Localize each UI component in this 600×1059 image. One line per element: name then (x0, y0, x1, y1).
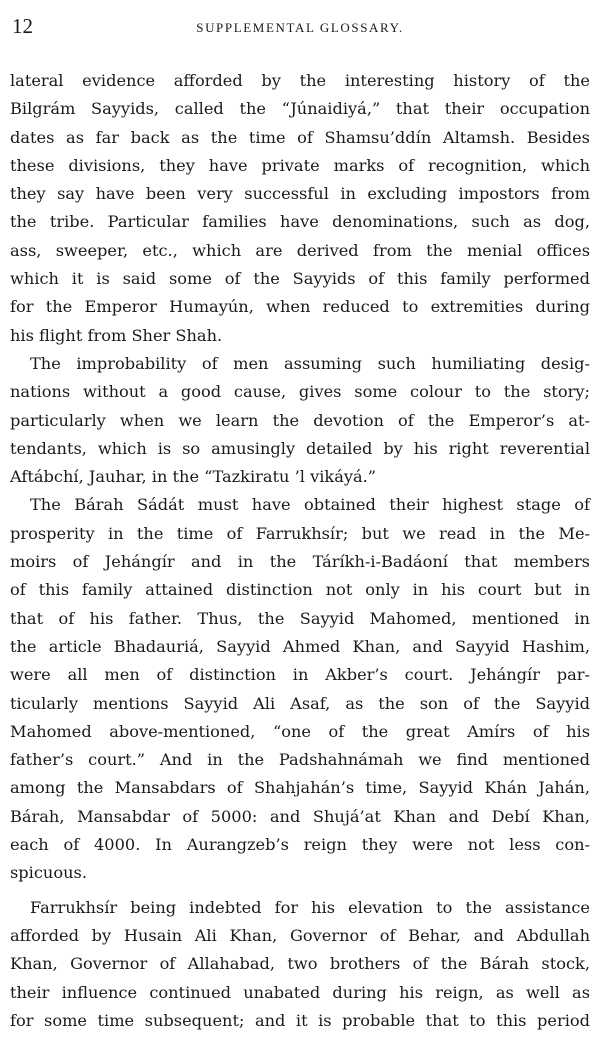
text-line: were all men of distinction in Akber’s court. Jehángír par- (10, 665, 590, 685)
text-line: the tribe. Particular families have denominations, such as dog, (10, 212, 590, 232)
text-line: Khan, Governor of Allahabad, two brothers of the Bárah stock, (10, 954, 590, 974)
text-line: among the Mansabdars of Shahjahán’s time, Sayyid Khán Jahán, (10, 778, 590, 798)
text-line: which it is said some of the Sayyids of this family performed (10, 269, 590, 289)
page-header (10, 14, 590, 42)
text-line: moirs of Jehángír and in the Táríkh-i-Badáoní that members (10, 552, 590, 572)
text-line: particularly when we learn the devotion of the Emperor’s at- (10, 410, 590, 430)
text-line: Bilgrám Sayyids, called the “Júnaidiyá,” that their occupation (10, 99, 590, 119)
body-text (10, 67, 590, 1035)
text-line: of this family attained distinction not only in his court but in (10, 580, 590, 600)
text-line: these divisions, they have private marks of recognition, which (10, 155, 590, 175)
text-line: ticularly mentions Sayyid Ali Asaf, as the son of the Sayyid (10, 693, 590, 713)
text-line: dates as far back as the time of Shamsu’ddín Altamsh. Besides (10, 127, 590, 147)
paragraph-1 (10, 67, 590, 350)
text-line: Mahomed above-mentioned, “one of the great Amírs of his (10, 721, 590, 741)
text-line: each of 4000. In Aurangzeb’s reign they were not less con- (10, 835, 590, 855)
text-line: that of his father. Thus, the Sayyid Mahomed, mentioned in (10, 608, 590, 628)
paragraph-4 (10, 894, 590, 1035)
text-line: Farrukhsír being indebted for his elevation to the assistance (30, 897, 590, 917)
text-line: nations without a good cause, gives some colour to the story; (10, 382, 590, 402)
paragraph-3 (10, 491, 590, 887)
text-line: the article Bhadauriá, Sayyid Ahmed Khan, and Sayyid Hashim, (10, 636, 590, 656)
text-line: lateral evidence afforded by the interesting history of the (10, 71, 590, 90)
text-line: for some time subsequent; and it is probable that to this period (10, 1010, 590, 1030)
text-line: afforded by Husain Ali Khan, Governor of Behar, and Abdullah (10, 925, 590, 945)
text-line: tendants, which is so amusingly detailed by his right reverential (10, 438, 590, 458)
text-line: Bárah, Mansabdar of 5000: and Shujá’at Khan and Debí Khan, (10, 806, 590, 826)
text-line: father’s court.” And in the Padshahnámah we find mentioned (10, 750, 590, 770)
text-line: their influence continued unabated during his reign, as well as (10, 982, 590, 1002)
text-line: The improbability of men assuming such humiliating desig- (30, 353, 590, 373)
text-line: they say have been very successful in excluding impostors from (10, 184, 590, 204)
page-number: 12 (12, 14, 33, 38)
text-line: ass, sweeper, etc., which are derived from the menial offices (10, 240, 590, 260)
text-line: The Bárah Sádát must have obtained their highest stage of (30, 495, 590, 515)
running-head: SUPPLEMENTAL GLOSSARY. (196, 20, 404, 35)
text-line: Aftábchí, Jauhar, in the “Tazkiratu ’l vikáyá.” (10, 467, 377, 487)
text-line: prosperity in the time of Farrukhsír; but we read in the Me- (10, 523, 590, 543)
text-line: his flight from Sher Shah. (10, 325, 223, 345)
text-line: spicuous. (10, 863, 87, 883)
paragraph-2 (10, 350, 590, 491)
text-line: for the Emperor Humayún, when reduced to extremities during (10, 297, 590, 317)
